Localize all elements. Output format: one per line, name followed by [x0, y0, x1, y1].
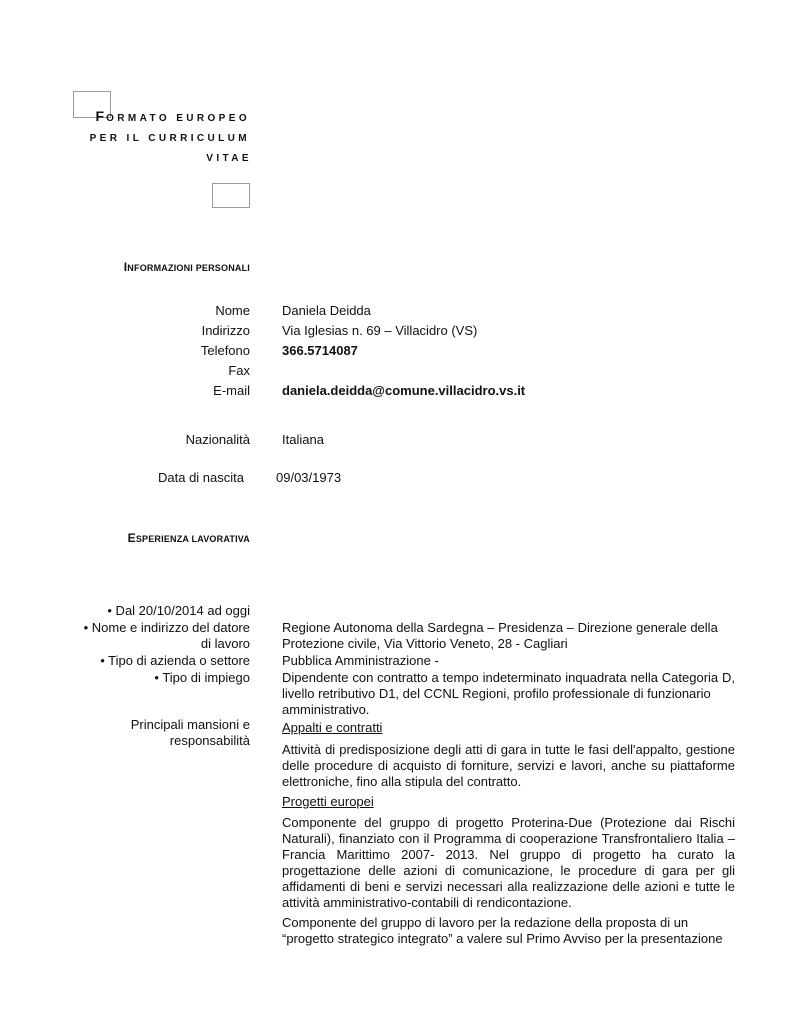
- label-indirizzo: Indirizzo: [201, 323, 250, 338]
- logo-placeholder-box-bottom: [212, 183, 250, 208]
- proterina-line-2: Naturali), finanziato con il Programma di cooperazione Transfrontaliero Italia –: [282, 831, 735, 846]
- appalti-line-1: Attività di predisposizione degli atti di gara in tutte le fasi dell'appalto, gestione: [282, 742, 735, 757]
- value-data-di-nascita: 09/03/1973: [276, 470, 342, 485]
- section-heading-work-experience: ESPERIENZA LAVORATIVA: [127, 531, 250, 545]
- proterina-line-4: progettazione delle azioni di comunicazione, le procedure di gara per gli: [282, 863, 735, 878]
- value-email: daniela.deidda@comune.villacidro.vs.it: [282, 383, 526, 398]
- job-type-line-3: amministrativo.: [282, 702, 370, 717]
- label-sector: • Tipo di azienda o settore: [100, 653, 250, 668]
- paragraph-appalti: [282, 742, 735, 790]
- value-nome: Daniela Deidda: [282, 303, 371, 318]
- label-employer-line-1: • Nome e indirizzo del datore: [83, 620, 250, 635]
- label-email: E-mail: [213, 383, 250, 398]
- label-telefono: Telefono: [200, 343, 250, 358]
- appalti-line-3: elettroniche, fino alla stipula del contratto.: [282, 774, 522, 789]
- label-job-type: • Tipo di impiego: [154, 670, 250, 685]
- label-fax: Fax: [228, 363, 250, 378]
- value-telefono: 366.5714087: [282, 343, 358, 358]
- subheading-progetti-europei: Progetti europei: [282, 794, 374, 809]
- document-title-line-1: FORMATO EUROPEO: [95, 108, 250, 124]
- document-title-line-2: PER IL CURRICULUM: [89, 133, 250, 144]
- label-data-di-nascita: Data di nascita: [158, 470, 244, 485]
- label-employer-line-2: di lavoro: [200, 636, 250, 651]
- label-nome: Nome: [215, 303, 250, 318]
- job-type-line-2: livello retributivo D1, del CCNL Regioni, profilo professionale di funzionario: [282, 686, 711, 701]
- proterina-line-3: Francia Marittimo 2007- 2013. Nel gruppo di progetto ha curato la: [282, 847, 735, 862]
- value-employer-line-2: Protezione civile, Via Vittorio Veneto, 28 - Cagliari: [282, 636, 568, 651]
- proterina-line-5: affidamenti di beni e servizi necessari alla realizzazione delle azioni e tutte le: [282, 879, 735, 894]
- paragraph-proterina: [282, 815, 735, 911]
- label-nazionalita: Nazionalità: [185, 432, 250, 447]
- progetto-strategico-line-2: “progetto strategico integrato” a valere sul Primo Avviso per la presentazione: [282, 931, 723, 946]
- value-job-type: [282, 670, 735, 718]
- value-employer-line-1: Regione Autonoma della Sardegna – Presidenza – Direzione generale della: [282, 620, 718, 635]
- label-period: • Dal 20/10/2014 ad oggi: [107, 603, 250, 618]
- proterina-line-1: Componente del gruppo di progetto Proterina-Due (Protezione dai Rischi: [282, 815, 735, 830]
- section-heading-personal-info: INFORMAZIONI PERSONALI: [123, 260, 250, 274]
- subheading-appalti: Appalti e contratti: [282, 720, 383, 735]
- value-sector: Pubblica Amministrazione -: [282, 653, 439, 668]
- label-duties-line-2: responsabilità: [169, 733, 250, 748]
- paragraph-progetto-strategico: [282, 915, 735, 947]
- label-duties-line-1: Principali mansioni e: [130, 717, 250, 732]
- job-type-line-1: Dipendente con contratto a tempo indeterminato inquadrata nella Categoria D,: [282, 670, 735, 685]
- proterina-line-6: attività amministrativo-contabili di rendicontazione.: [282, 895, 572, 910]
- value-nazionalita: Italiana: [282, 432, 324, 447]
- document-title-line-3: VITAE: [206, 153, 252, 164]
- value-indirizzo: Via Iglesias n. 69 – Villacidro (VS): [282, 323, 478, 338]
- appalti-line-2: delle procedure di acquisto di forniture, servizi e lavori, anche su piattaforme: [282, 758, 735, 773]
- progetto-strategico-line-1: Componente del gruppo di lavoro per la redazione della proposta di un: [282, 915, 689, 930]
